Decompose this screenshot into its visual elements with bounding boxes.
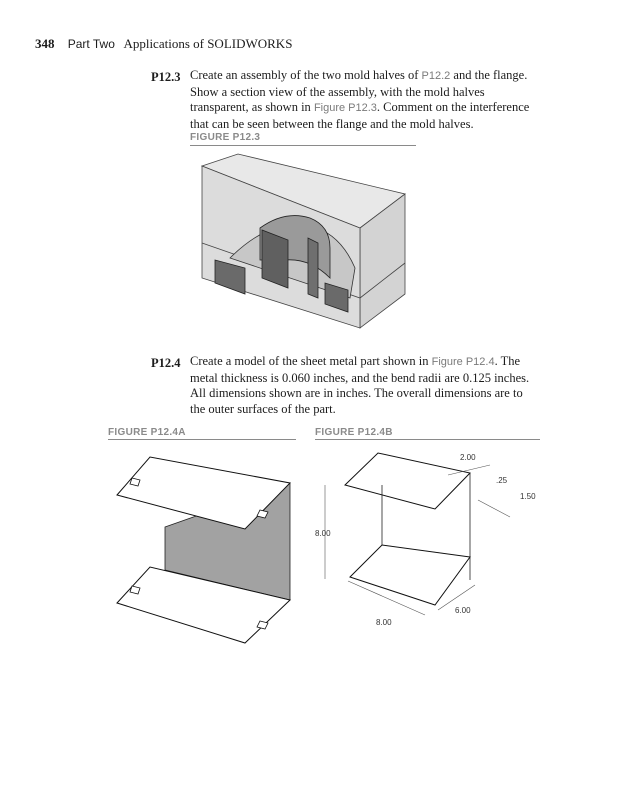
wire-bottom-flange [350, 545, 470, 605]
figure-p12-3-rule [190, 145, 416, 146]
p12-3-ref-1: P12.2 [421, 70, 451, 82]
dim-line-side [478, 500, 510, 517]
wire-top-flange [345, 453, 470, 509]
dim-tab-length: 2.00 [460, 453, 476, 462]
problem-number-p12-3: P12.3 [151, 70, 181, 84]
figure-p12-4a-label: FIGURE P12.4A [108, 427, 186, 438]
p12-4-text-2: . The metal thickness is 0.060 inches, and the bend radii are 0.125 inches. All dimensions shown are in inches. The overall dimensions are to the outer surfaces of the part. [190, 354, 530, 416]
figure-p12-4b-drawing [310, 445, 545, 640]
figure-p12-4a-drawing [105, 445, 305, 645]
p12-3-text-2: and the flange. Show a section view of the assembly, with the mold halves transparent, as shown in [190, 68, 528, 115]
figure-p12-4b-rule [315, 439, 540, 440]
dim-width: 8.00 [376, 618, 392, 627]
problem-text-p12-3 [190, 68, 532, 132]
figure-p12-4a-rule [108, 439, 296, 440]
problem-number-p12-4: P12.4 [151, 356, 181, 370]
dim-tab-depth: .25 [496, 476, 508, 485]
flange-section-left [262, 230, 288, 288]
figure-p12-3-drawing [190, 148, 420, 333]
figure-p12-3-label: FIGURE P12.3 [190, 132, 261, 143]
dim-depth: 6.00 [455, 606, 471, 615]
dim-side: 1.50 [520, 492, 536, 501]
p12-3-text-1: Create an assembly of the two mold halves of [190, 68, 422, 82]
problem-text-p12-4 [190, 354, 540, 417]
dim-height: 8.00 [315, 529, 331, 538]
page-number: 348 [35, 36, 55, 51]
p12-3-text-3: . Comment on the interference that can be seen between the flange and the mold halves. [190, 100, 530, 131]
book-title: Applications of SOLIDWORKS [123, 36, 293, 51]
flange-section-mid [308, 238, 318, 298]
p12-4-ref-1: Figure P12.4 [431, 356, 495, 368]
p12-3-ref-2: Figure P12.3 [313, 102, 377, 115]
running-header [35, 36, 292, 52]
p12-4-text-1: Create a model of the sheet metal part shown in [190, 354, 432, 368]
part-label: Part Two [67, 37, 115, 51]
figure-p12-4b-label: FIGURE P12.4B [315, 427, 393, 438]
